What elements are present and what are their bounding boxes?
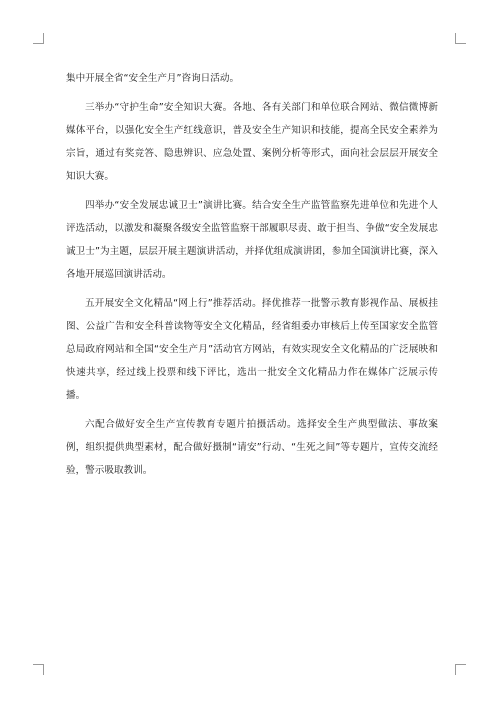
paragraph-continuation: 集中开展全省“安全生产月”咨询日活动。	[66, 73, 240, 84]
paragraph-documentary: 六配合做好安全生产宣传教育专题片拍摄活动。选择安全生产典型做法、事故案例，组织提供典型素材，配合做好摄制“请安”行动、“生死之间”等专题片，宣传交流经验，警示吸取教训。	[66, 419, 438, 476]
paragraph-culture-online: 五开展安全文化精品“网上行”推荐活动。择优推荐一批警示教育影视作品、展板挂图、公益广告和安全科普读物等安全文化精品，经省组委办审核后上传至国家安全监管总局政府网站和全国“安全生产月”活动官方网站，有效实现安全文化精品的广泛展映和快速共享，经过线上投票和线下评比，选出一批安全文化精品力作在媒体广泛展示传播。	[66, 298, 438, 401]
crop-mark-top-left	[33, 33, 44, 44]
crop-mark-bottom-left	[33, 664, 44, 675]
document-body	[66, 67, 438, 488]
crop-mark-top-right	[455, 33, 466, 44]
paragraph-knowledge-contest: 三举办“守护生命”安全知识大赛。各地、各有关部门和单位联合网站、微信微博新媒体平台，以强化安全生产红线意识，普及安全生产知识和技能，提高全民安全素养为宗旨，通过有奖竞答、隐患辨识、应急处置、案例分析等形式，面向社会层层开展安全知识大赛。	[66, 102, 438, 182]
paragraph-speech-contest: 四举办“安全发展忠诚卫士”演讲比赛。结合安全生产监管监察先进单位和先进个人评选活动，以激发和凝聚各级安全监管监察干部履职尽责、敢于担当、争做“安全发展忠诚卫士”为主题，层层开展主题演讲活动，并择优组成演讲团，参加全国演讲比赛，深入各地开展巡回演讲活动。	[66, 200, 438, 280]
crop-mark-bottom-right	[455, 664, 466, 675]
